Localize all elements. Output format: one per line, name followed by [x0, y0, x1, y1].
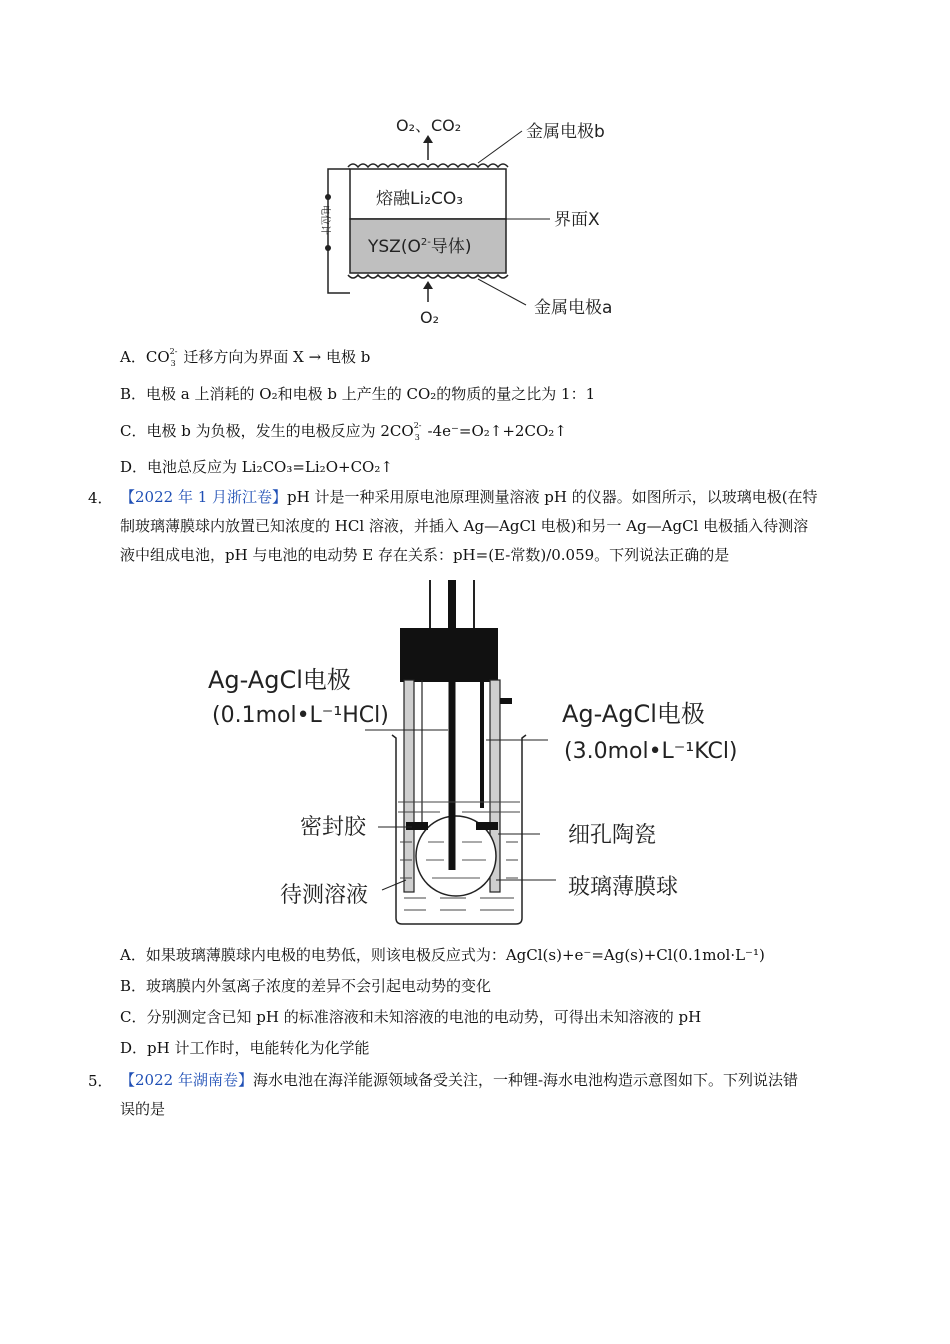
- test-solution-label: 待测溶液: [280, 883, 369, 908]
- q3-option-d: D．电池总反应为 Li₂CO₃=Li₂O+CO₂↑: [120, 458, 393, 476]
- figure-ph-meter: [200, 580, 760, 940]
- q5-stem: 【2022 年湖南卷】海水电池在海洋能源领域备受关注，一种锂-海水电池构造示意图如下。下列说法错 误的是: [120, 1071, 799, 1118]
- q4-stem: 【2022 年 1 月浙江卷】pH 计是一种采用原电池原理测量溶液 pH 的仪器。如图所示，以玻璃电极(在特 制玻璃薄膜球内放置已知浓度的 HCl 溶液，并插入 Ag—AgCl 电极)和另一 Ag—AgCl 电极插入待测溶 液中组成电池，pH 与电池的电动势 E 存在关系：pH=(E-常数)/0.059。下列说法正确的是: [120, 488, 818, 564]
- upper-layer-label: 熔融Li₂CO₃: [376, 189, 464, 209]
- gas-out-label: O₂、CO₂: [396, 116, 462, 135]
- glass-bulb-label: 玻璃薄膜球: [568, 875, 679, 900]
- interface-label: 界面X: [554, 210, 600, 230]
- gas-in-label: O₂: [420, 308, 440, 327]
- q4-option-a: A．如果玻璃薄膜球内电极的电势低，则该电极反应式为：AgCl(s)+e⁻=Ag(s)+Cl(0.1mol·L⁻¹): [120, 946, 765, 964]
- q5-number: 5．: [88, 1072, 113, 1090]
- sealant-label: 密封胶: [300, 815, 367, 840]
- q3-option-b: B．电极 a 上消耗的 O₂和电极 b 上产生的 CO₂的物质的量之比为 1：1: [120, 385, 596, 403]
- q3-option-c: C．电极 b 为负极，发生的电极反应为 2CO 2- 3 -4e⁻=O₂↑+2CO₂↑: [120, 421, 567, 442]
- q4-option-b: B．玻璃膜内外氢离子浓度的差异不会引起电动势的变化: [120, 977, 492, 995]
- right-solution-label: (3.0mol•L⁻¹KCl): [564, 739, 738, 764]
- q5-source: 【2022 年湖南卷】: [120, 1071, 253, 1089]
- meter-label: 电位计: [319, 205, 330, 235]
- q3-option-a: A．CO 2- 3 迁移方向为界面 X → 电极 b: [120, 347, 371, 368]
- electrode-b-label: 金属电极b: [526, 122, 605, 142]
- left-electrode-label: Ag-AgCl电极: [208, 666, 351, 694]
- right-electrode-label: Ag-AgCl电极: [562, 700, 705, 728]
- q4-number: 4．: [88, 489, 113, 507]
- ceramic-label: 细孔陶瓷: [568, 823, 657, 848]
- lower-layer-label: $YSZ(O^{2-}$导体): [368, 237, 472, 257]
- q4-source: 【2022 年 1 月浙江卷】: [120, 488, 288, 506]
- q4-option-d: D．pH 计工作时，电能转化为化学能: [120, 1039, 370, 1057]
- q4-option-c: C．分别测定含已知 pH 的标准溶液和未知溶液的电池的电动势，可得出未知溶液的 pH: [120, 1008, 702, 1026]
- figure-molten-cell: [300, 105, 650, 335]
- left-solution-label: (0.1mol•L⁻¹HCl): [212, 703, 389, 728]
- electrode-a-label: 金属电极a: [534, 298, 613, 318]
